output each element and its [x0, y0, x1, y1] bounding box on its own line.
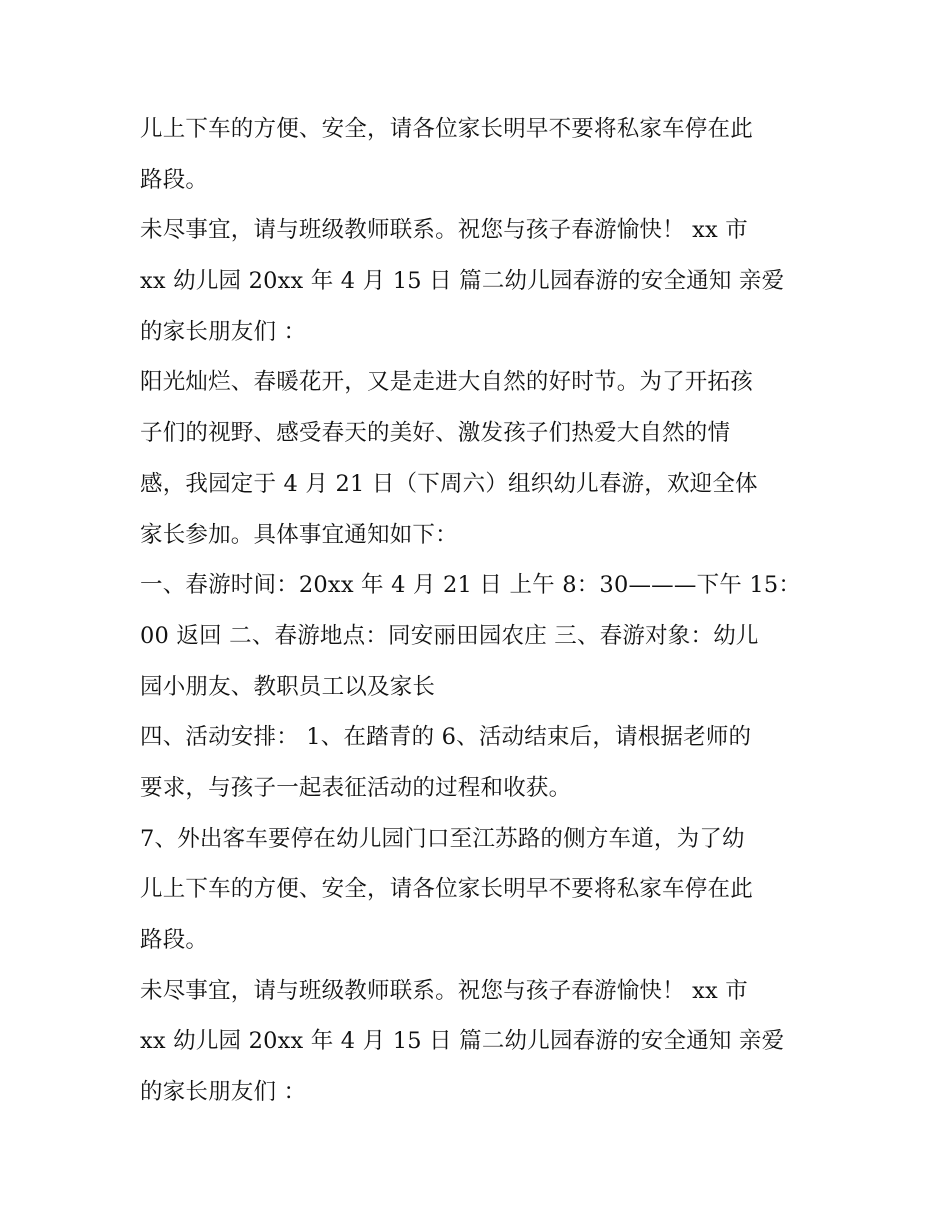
- text-line: 感，我园定于 4 月 21 日（下周六）组织幼儿春游，欢迎全体: [140, 470, 758, 497]
- text-line: 未尽事宜，请与班级教师联系。祝您与孩子春游愉快！ xx 市: [140, 977, 748, 1004]
- text-line: xx 幼儿园 20xx 年 4 月 15 日 篇二幼儿园春游的安全通知 亲爱: [140, 1028, 785, 1055]
- text-line: 四、活动安排： 1、在踏青的 6、活动结束后，请根据老师的: [140, 724, 752, 751]
- text-line: 阳光灿烂、春暖花开，又是走进大自然的好时节。为了开拓孩: [140, 369, 753, 396]
- text-line: 未尽事宜，请与班级教师联系。祝您与孩子春游愉快！ xx 市: [140, 217, 748, 244]
- text-line: 子们的视野、感受春天的美好、激发孩子们热爱大自然的情: [140, 420, 731, 447]
- text-line: 儿上下车的方便、安全，请各位家长明早不要将私家车停在此: [140, 116, 753, 142]
- text-line: 的家长朋友们 ：: [140, 1079, 307, 1106]
- text-line: 路段。: [140, 166, 209, 193]
- text-line: 一、春游时间：20xx 年 4 月 21 日 上午 8：30———下午 15：: [140, 572, 802, 599]
- text-line: 的家长朋友们 ：: [140, 318, 307, 345]
- text-line: 家长参加。具体事宜通知如下：: [140, 521, 458, 548]
- text-line: 00 返回 二、春游地点：同安丽田园农庄 三、春游对象：幼儿: [140, 622, 759, 649]
- text-line: 园小朋友、教职员工以及家长: [140, 673, 436, 700]
- text-line: 要求，与孩子一起表征活动的过程和收获。: [140, 774, 572, 801]
- text-line: 路段。: [140, 927, 209, 953]
- text-line: 儿上下车的方便、安全，请各位家长明早不要将私家车停在此: [140, 876, 753, 903]
- text-line: xx 幼儿园 20xx 年 4 月 15 日 篇二幼儿园春游的安全通知 亲爱: [140, 268, 785, 295]
- document-body: [140, 104, 820, 1118]
- text-line: 7、外出客车要停在幼儿园门口至江苏路的侧方车道，为了幼: [140, 825, 745, 852]
